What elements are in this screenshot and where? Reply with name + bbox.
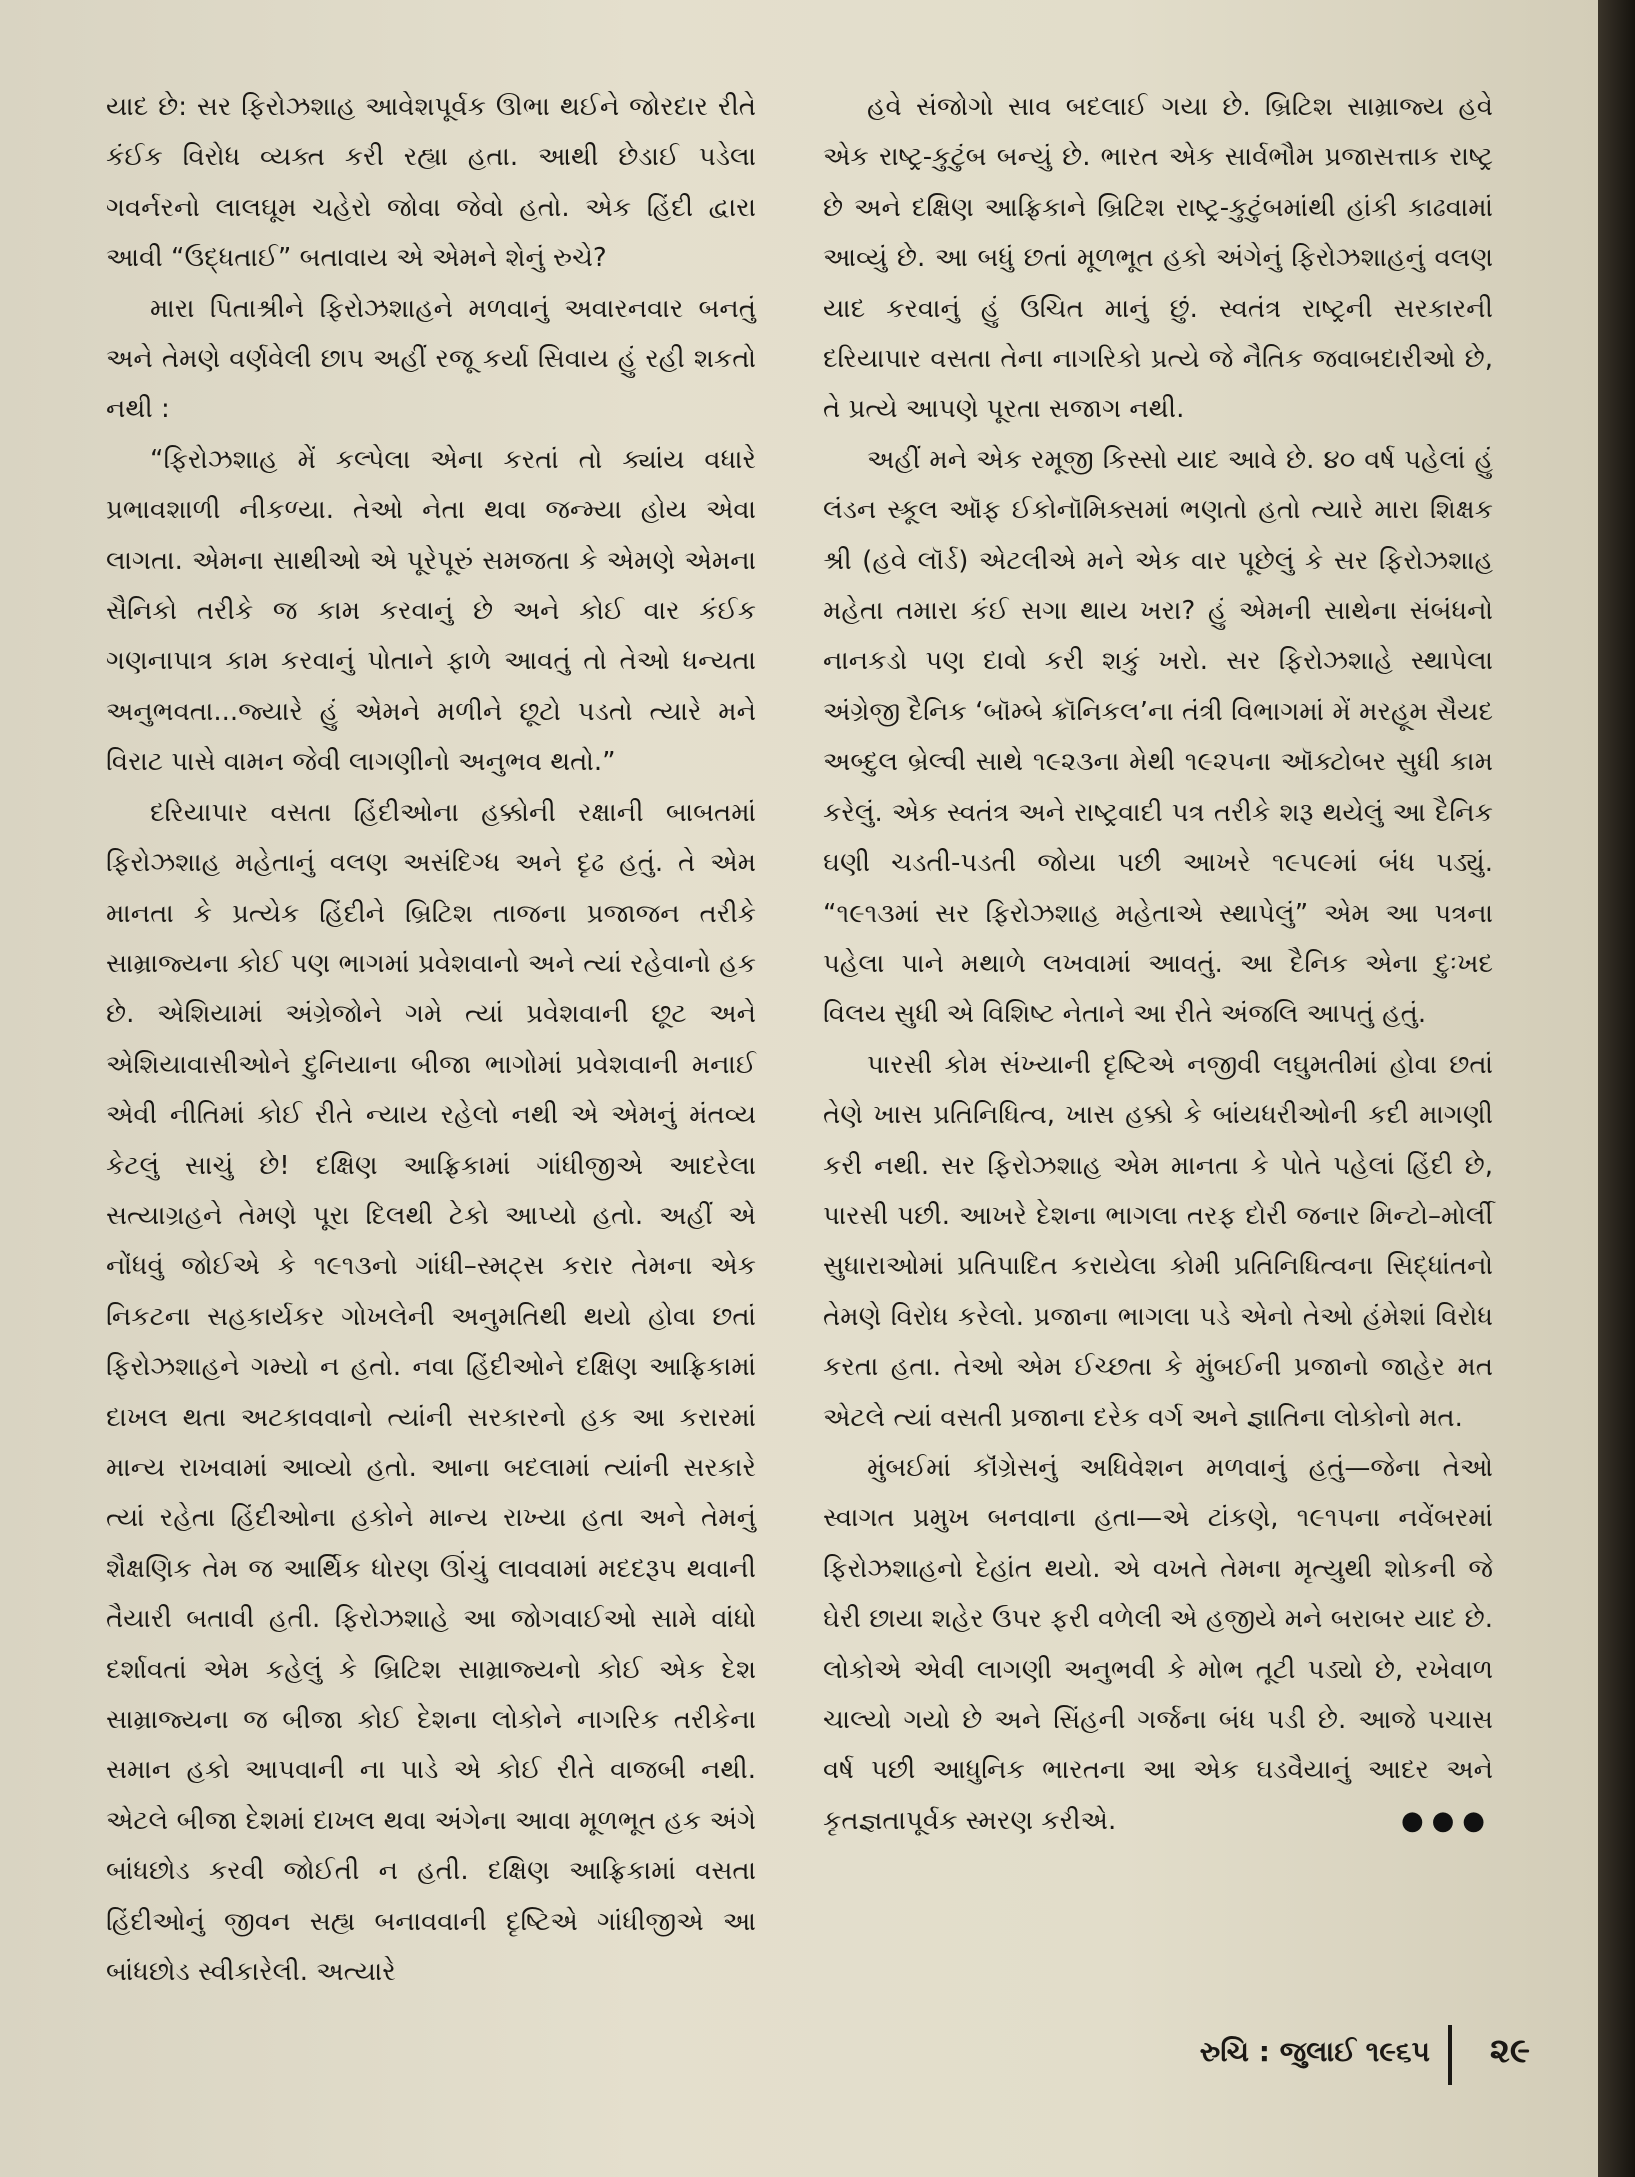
paragraph: [823, 1443, 1493, 1846]
end-mark: ●●●: [1400, 1805, 1493, 1836]
quote-paragraph: “ફિરોઝશાહ મેં કલ્પેલા એના કરતાં તો ક્યાંય વધારે પ્રભાવશાળી નીકળ્યા. તેઓ નેતા થવા જન્મ્યા હોય એવા લાગતા. એમના સાથીઓ એ પૂરેપૂરું સમજતા કે એમણે એમના સૈનિકો તરીકે જ કામ કરવાનું છે અને કોઈ વાર કંઈક ગણનાપાત્ર કામ કરવાનું પોતાને ફાળે આવતું તો તેઓ ધન્યતા અનુભવતા...જ્યારે હું એમને મળીને છૂટો પડતો ત્યારે મને વિરાટ પાસે વામન જેવી લાગણીનો અનુભવ થતો.”: [106, 444, 756, 778]
page-edge-shadow: [1598, 0, 1635, 2177]
magazine-date: રુચિ : જુલાઈ ૧૯૬૫: [1199, 2035, 1430, 2068]
paragraph: મારા પિતાશ્રીને ફિરોઝશાહને મળવાનું અવારનવાર બનતું અને તેમણે વર્ણવેલી છાપ અહીં રજૂ કર્યા સિવાય હું રહી શકતો નથી :: [106, 293, 756, 425]
paragraph: યાદ છે: સર ફિરોઝશાહ આવેશપૂર્વક ઊભા થઈને જોરદાર રીતે કંઈક વિરોધ વ્યક્ત કરી રહ્યા હતા. આથી છેડાઈ પડેલા ગવર્નરનો લાલઘૂમ ચહેરો જોવા જેવો હતો. એક હિંદી દ્વારા આવી “ઉદ્ધતાઈ” બતાવાય એ એમને શેનું રુચે?: [106, 92, 756, 274]
page-number: ૨૯: [1489, 2031, 1530, 2071]
paragraph: પારસી કોમ સંખ્યાની દૃષ્ટિએ નજીવી લઘુમતીમાં હોવા છતાં તેણે ખાસ પ્રતિનિધિત્વ, ખાસ હક્કો કે બાંયધરીઓની કદી માગણી કરી નથી. સર ફિરોઝશાહ એમ માનતા કે પોતે પહેલાં હિંદી છે, પારસી પછી. આખરે દેશના ભાગલા તરફ દોરી જનાર મિન્ટો–મોર્લી સુધારાઓમાં પ્રતિપાદિત કરાયેલા કોમી પ્રતિનિધિત્વના સિદ્ધાંતનો તેમણે વિરોધ કરેલો. પ્રજાના ભાગલા પડે એનો તેઓ હંમેશાં વિરોધ કરતા હતા. તેઓ એમ ઈચ્છતા કે મુંબઈની પ્રજાનો જાહેર મત એટલે ત્યાં વસતી પ્રજાના દરેક વર્ગ અને જ્ઞાતિના લોકોનો મત.: [823, 1049, 1493, 1433]
paragraph-text: મુંબઈમાં કૉંગ્રેસનું અધિવેશન મળવાનું હતું—જેના તેઓ સ્વાગત પ્રમુખ બનવાના હતા—એ ટાંકણે, ૧૯૧૫ના નવેંબરમાં ફિરોઝશાહનો દેહાંત થયો. એ વખતે તેમના મૃત્યુથી શોકની જે ઘેરી છાયા શહેર ઉપર ફરી વળેલી એ હજીયે મને બરાબર યાદ છે. લોકોએ એવી લાગણી અનુભવી કે મોભ તૂટી પડ્યો છે, રખેવાળ ચાલ્યો ગયો છે અને સિંહની ગર્જના બંધ પડી છે. આજે પચાસ વર્ષ પછી આધુનિક ભારતના આ એક ઘડવૈયાનું આદર અને કૃતજ્ઞતાપૂર્વક સ્મરણ કરીએ.: [823, 1452, 1493, 1836]
right-column: [823, 82, 1493, 1846]
footer-divider: [1448, 2025, 1452, 2085]
paragraph: દરિયાપાર વસતા હિંદીઓના હક્કોની રક્ષાની બાબતમાં ફિરોઝશાહ મહેતાનું વલણ અસંદિગ્ધ અને દૃઢ હતું. તે એમ માનતા કે પ્રત્યેક હિંદીને બ્રિટિશ તાજના પ્રજાજન તરીકે સામ્રાજ્યના કોઈ પણ ભાગમાં પ્રવેશવાનો અને ત્યાં રહેવાનો હક છે. એશિયામાં અંગ્રેજોને ગમે ત્યાં પ્રવેશવાની છૂટ અને એશિયાવાસીઓને દુનિયાના બીજા ભાગોમાં પ્રવેશવાની મનાઈ એવી નીતિમાં કોઈ રીતે ન્યાય રહેલો નથી એ એમનું મંતવ્ય કેટલું સાચું છે! દક્ષિણ આફ્રિકામાં ગાંધીજીએ આદરેલા સત્યાગ્રહને તેમણે પૂરા દિલથી ટેકો આપ્યો હતો. અહીં એ નોંધવું જોઈએ કે ૧૯૧૩નો ગાંધી–સ્મટ્સ કરાર તેમના એક નિકટના સહકાર્યકર ગોખલેની અનુમતિથી થયો હોવા છતાં ફિરોઝશાહને ગમ્યો ન હતો. નવા હિંદીઓને દક્ષિણ આફ્રિકામાં દાખલ થતા અટકાવવાનો ત્યાંની સરકારનો હક આ કરારમાં માન્ય રાખવામાં આવ્યો હતો. આના બદલામાં ત્યાંની સરકારે ત્યાં રહેતા હિંદીઓના હકોને માન્ય રાખ્યા હતા અને તેમનું શૈક્ષણિક તેમ જ આર્થિક ધોરણ ઊંચું લાવવામાં મદદરૂપ થવાની તૈયારી બતાવી હતી. ફિરોઝશાહે આ જોગવાઈઓ સામે વાંધો દર્શાવતાં એમ કહેલું કે બ્રિટિશ સામ્રાજ્યનો કોઈ એક દેશ સામ્રાજ્યના જ બીજા કોઈ દેશના લોકોને નાગરિક તરીકેના સમાન હકો આપવાની ના પાડે એ કોઈ રીતે વાજબી નથી. એટલે બીજા દેશમાં દાખલ થવા અંગેના આવા મૂળભૂત હક અંગે બાંધછોડ કરવી જોઈતી ન હતી. દક્ષિણ આફ્રિકામાં વસતા હિંદીઓનું જીવન સહ્ય બનાવવાની દૃષ્ટિએ ગાંધીજીએ આ બાંધછોડ સ્વીકારેલી. અત્યારે: [106, 797, 756, 1988]
paragraph: હવે સંજોગો સાવ બદલાઈ ગયા છે. બ્રિટિશ સામ્રાજ્ય હવે એક રાષ્ટ્ર-કુટુંબ બન્યું છે. ભારત એક સાર્વભૌમ પ્રજાસત્તાક રાષ્ટ્ર છે અને દક્ષિણ આફ્રિકાને બ્રિટિશ રાષ્ટ્ર-કુટુંબમાંથી હાંકી કાઢવામાં આવ્યું છે. આ બધું છતાં મૂળભૂત હકો અંગેનું ફિરોઝશાહનું વલણ યાદ કરવાનું હું ઉચિત માનું છું. સ્વતંત્ર રાષ્ટ્રની સરકારની દરિયાપાર વસતા તેના નાગરિકો પ્રત્યે જે નૈતિક જવાબદારીઓ છે, તે પ્રત્યે આપણે પૂરતા સજાગ નથી.: [823, 92, 1493, 425]
left-column: [106, 82, 756, 1997]
paragraph: અહીં મને એક રમૂજી કિસ્સો યાદ આવે છે. ૪૦ વર્ષ પહેલાં હું લંડન સ્કૂલ ઑફ ઈકોનૉમિક્સમાં ભણતો હતો ત્યારે મારા શિક્ષક શ્રી (હવે લૉર્ડ) એટલીએ મને એક વાર પૂછેલું કે સર ફિરોઝશાહ મહેતા તમારા કંઈ સગા થાય ખરા? હું એમની સાથેના સંબંધનો નાનકડો પણ દાવો કરી શકું ખરો. સર ફિરોઝશાહે સ્થાપેલા અંગ્રેજી દૈનિક ‘બૉમ્બે ક્રૉનિકલ’ના તંત્રી વિભાગમાં મેં મરહૂમ સૈયદ અબ્દુલ બ્રેલ્વી સાથે ૧૯૨૩ના મેથી ૧૯૨૫ના ઑક્ટોબર સુધી કામ કરેલું. એક સ્વતંત્ર અને રાષ્ટ્રવાદી પત્ર તરીકે શરૂ થયેલું આ દૈનિક ઘણી ચડતી-પડતી જોયા પછી આખરે ૧૯૫૯માં બંધ પડ્યું. “૧૯૧૩માં સર ફિરોઝશાહ મહેતાએ સ્થાપેલું” એમ આ પત્રના પહેલા પાને મથાળે લખવામાં આવતું. આ દૈનિક એના દુઃખદ વિલય સુધી એ વિશિષ્ટ નેતાને આ રીતે અંજલિ આપતું હતું.: [823, 444, 1493, 1030]
page-footer: [1160, 2025, 1540, 2085]
